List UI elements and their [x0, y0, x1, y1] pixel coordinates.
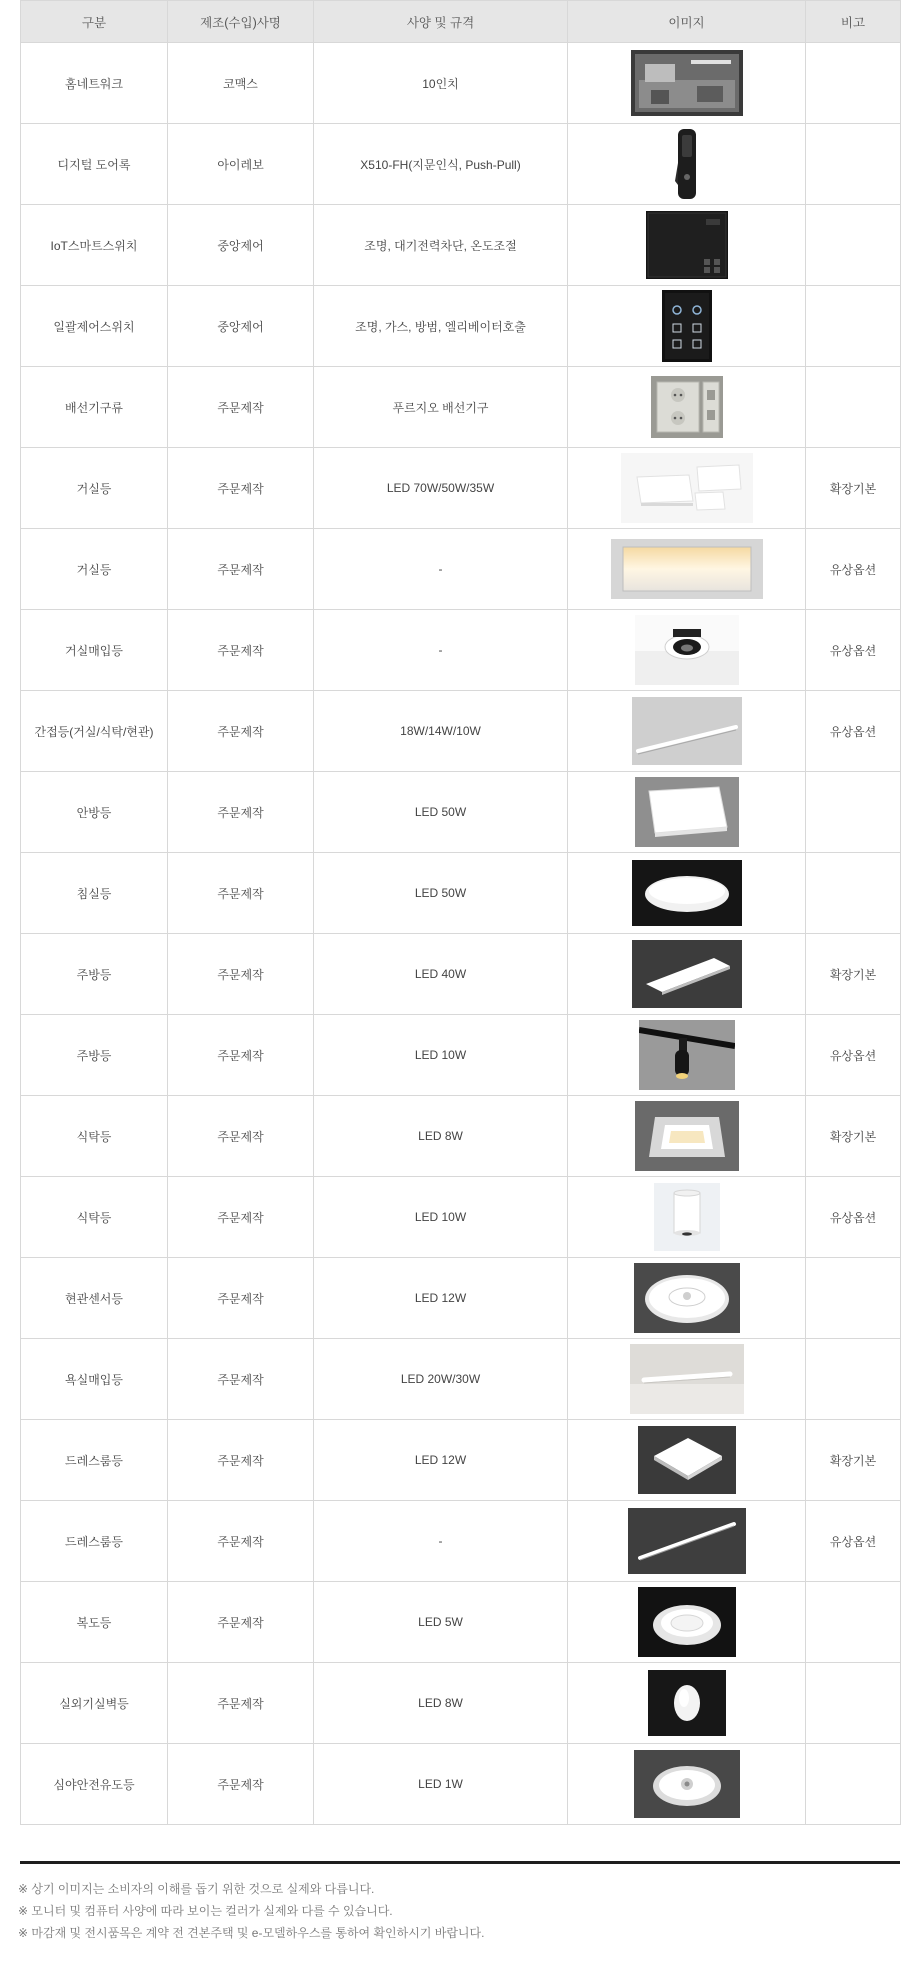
maker-cell: 주문제작 — [168, 1744, 314, 1825]
living-room-ceiling-light-image — [568, 453, 805, 523]
spec-cell: - — [314, 610, 568, 691]
image-cell — [568, 1744, 806, 1825]
spec-cell: LED 5W — [314, 1582, 568, 1663]
category-cell: IoT스마트스위치 — [21, 205, 168, 286]
note-cell: 확장기본 — [806, 448, 901, 529]
table-row — [21, 691, 901, 772]
maker-cell: 주문제작 — [168, 1501, 314, 1582]
master-control-switch-image — [568, 290, 805, 362]
spec-cell: 10인치 — [314, 43, 568, 124]
image-cell — [568, 934, 806, 1015]
square-ceiling-light-image — [568, 777, 805, 847]
maker-cell: 주문제작 — [168, 1258, 314, 1339]
table-row — [21, 1420, 901, 1501]
image-cell — [568, 1258, 806, 1339]
note-line: ※ 모니터 및 컴퓨터 사양에 따라 보이는 컬러가 실제와 다를 수 있습니다. — [18, 1904, 393, 1918]
living-room-panel-light-image — [568, 539, 805, 599]
spec-cell: LED 12W — [314, 1258, 568, 1339]
category-cell: 거실등 — [21, 448, 168, 529]
category-cell: 드레스룸등 — [21, 1501, 168, 1582]
maker-cell: 코맥스 — [168, 43, 314, 124]
image-cell — [568, 691, 806, 772]
table-row — [21, 934, 901, 1015]
spec-cell: LED 1W — [314, 1744, 568, 1825]
category-cell: 식탁등 — [21, 1177, 168, 1258]
table-row — [21, 1339, 901, 1420]
category-cell: 거실매입등 — [21, 610, 168, 691]
spec-cell: LED 50W — [314, 772, 568, 853]
note-line: ※ 상기 이미지는 소비자의 이해를 돕기 위한 것으로 실제와 다릅니다. — [18, 1882, 375, 1896]
table-row — [21, 853, 901, 934]
notes-divider — [20, 1861, 900, 1864]
digital-door-lock-image — [568, 129, 805, 199]
note-cell — [806, 853, 901, 934]
category-cell: 욕실매입등 — [21, 1339, 168, 1420]
spec-cell: 18W/14W/10W — [314, 691, 568, 772]
spec-cell: LED 20W/30W — [314, 1339, 568, 1420]
note-cell: 유상옵션 — [806, 1177, 901, 1258]
spec-table-wrapper — [20, 0, 900, 1825]
image-cell — [568, 448, 806, 529]
header-note: 비고 — [806, 1, 901, 43]
night-guide-light-image — [568, 1750, 805, 1818]
note-cell — [806, 1582, 901, 1663]
header-spec: 사양 및 규격 — [314, 1, 568, 43]
round-ceiling-light-image — [568, 860, 805, 926]
image-cell — [568, 205, 806, 286]
spec-cell: - — [314, 529, 568, 610]
recessed-downlight-image — [568, 615, 805, 685]
spec-cell: 푸르지오 배선기구 — [314, 367, 568, 448]
category-cell: 복도등 — [21, 1582, 168, 1663]
maker-cell: 주문제작 — [168, 1177, 314, 1258]
image-cell — [568, 1420, 806, 1501]
header-category: 구분 — [21, 1, 168, 43]
maker-cell: 주문제작 — [168, 934, 314, 1015]
image-cell — [568, 529, 806, 610]
image-cell — [568, 367, 806, 448]
category-cell: 디지털 도어록 — [21, 124, 168, 205]
category-cell: 식탁등 — [21, 1096, 168, 1177]
maker-cell: 주문제작 — [168, 1663, 314, 1744]
note-cell — [806, 772, 901, 853]
note-line: ※ 마감재 및 전시품목은 계약 전 견본주택 및 e-모델하우스를 통하여 확인하시기 바랍니다. — [18, 1926, 485, 1940]
note-cell — [806, 43, 901, 124]
maker-cell: 중앙제어 — [168, 286, 314, 367]
maker-cell: 주문제작 — [168, 610, 314, 691]
spec-cell: LED 8W — [314, 1663, 568, 1744]
category-cell: 심야안전유도등 — [21, 1744, 168, 1825]
maker-cell: 주문제작 — [168, 1582, 314, 1663]
spec-cell: LED 10W — [314, 1015, 568, 1096]
note-cell: 확장기본 — [806, 1096, 901, 1177]
header-maker: 제조(수입)사명 — [168, 1, 314, 43]
image-cell — [568, 124, 806, 205]
image-cell — [568, 1177, 806, 1258]
note-cell — [806, 205, 901, 286]
note-cell — [806, 1258, 901, 1339]
maker-cell: 주문제작 — [168, 772, 314, 853]
category-cell: 주방등 — [21, 934, 168, 1015]
dressroom-bar-light-image — [568, 1508, 805, 1574]
category-cell: 주방등 — [21, 1015, 168, 1096]
spec-cell: LED 40W — [314, 934, 568, 1015]
category-cell: 드레스룸등 — [21, 1420, 168, 1501]
table-row — [21, 448, 901, 529]
track-spot-light-image — [568, 1020, 805, 1090]
image-cell — [568, 1501, 806, 1582]
spec-cell: LED 10W — [314, 1177, 568, 1258]
table-row — [21, 772, 901, 853]
category-cell: 배선기구류 — [21, 367, 168, 448]
table-row — [21, 1501, 901, 1582]
kitchen-linear-light-image — [568, 940, 805, 1008]
iot-smart-switch-image — [568, 211, 805, 279]
category-cell: 실외기실벽등 — [21, 1663, 168, 1744]
image-cell — [568, 853, 806, 934]
sensor-ceiling-light-image — [568, 1263, 805, 1333]
table-row — [21, 610, 901, 691]
note-cell: 유상옵션 — [806, 1501, 901, 1582]
image-cell — [568, 610, 806, 691]
table-row — [21, 1744, 901, 1825]
dressroom-square-light-image — [568, 1426, 805, 1494]
table-header-row — [21, 1, 901, 43]
header-image: 이미지 — [568, 1, 806, 43]
table-row — [21, 1582, 901, 1663]
spec-cell: - — [314, 1501, 568, 1582]
note-cell — [806, 1744, 901, 1825]
table-row — [21, 529, 901, 610]
outdoor-wall-light-image — [568, 1670, 805, 1736]
spec-cell: 조명, 대기전력차단, 온도조절 — [314, 205, 568, 286]
table-row — [21, 286, 901, 367]
note-cell: 확장기본 — [806, 1420, 901, 1501]
disclaimer-notes — [18, 1878, 898, 1944]
table-row — [21, 1177, 901, 1258]
maker-cell: 주문제작 — [168, 529, 314, 610]
image-cell — [568, 772, 806, 853]
spec-table — [20, 0, 901, 1825]
note-cell: 유상옵션 — [806, 529, 901, 610]
note-cell: 확장기본 — [806, 934, 901, 1015]
image-cell — [568, 1663, 806, 1744]
maker-cell: 주문제작 — [168, 1339, 314, 1420]
category-cell: 홈네트워크 — [21, 43, 168, 124]
note-cell — [806, 286, 901, 367]
table-row — [21, 205, 901, 286]
note-cell: 유상옵션 — [806, 1015, 901, 1096]
note-cell: 유상옵션 — [806, 691, 901, 772]
note-cell — [806, 1339, 901, 1420]
table-row — [21, 43, 901, 124]
table-row — [21, 1663, 901, 1744]
table-row — [21, 367, 901, 448]
cylinder-pendant-light-image — [568, 1183, 805, 1251]
maker-cell: 주문제작 — [168, 691, 314, 772]
maker-cell: 주문제작 — [168, 1015, 314, 1096]
table-row — [21, 1258, 901, 1339]
category-cell: 거실등 — [21, 529, 168, 610]
category-cell: 안방등 — [21, 772, 168, 853]
table-row — [21, 1096, 901, 1177]
maker-cell: 중앙제어 — [168, 205, 314, 286]
spec-cell: LED 50W — [314, 853, 568, 934]
category-cell: 현관센서등 — [21, 1258, 168, 1339]
note-cell — [806, 124, 901, 205]
image-cell — [568, 1015, 806, 1096]
spec-cell: LED 70W/50W/35W — [314, 448, 568, 529]
note-cell: 유상옵션 — [806, 610, 901, 691]
maker-cell: 주문제작 — [168, 448, 314, 529]
image-cell — [568, 1096, 806, 1177]
spec-cell: X510-FH(지문인식, Push-Pull) — [314, 124, 568, 205]
square-downlight-image — [568, 1101, 805, 1171]
spec-cell: 조명, 가스, 방범, 엘리베이터호출 — [314, 286, 568, 367]
image-cell — [568, 286, 806, 367]
image-cell — [568, 43, 806, 124]
image-cell — [568, 1582, 806, 1663]
indirect-linear-light-image — [568, 697, 805, 765]
spec-cell: LED 12W — [314, 1420, 568, 1501]
note-cell — [806, 1663, 901, 1744]
maker-cell: 주문제작 — [168, 1096, 314, 1177]
category-cell: 간접등(거실/식탁/현관) — [21, 691, 168, 772]
maker-cell: 주문제작 — [168, 367, 314, 448]
note-cell — [806, 367, 901, 448]
maker-cell: 주문제작 — [168, 1420, 314, 1501]
home-network-wallpad-image — [568, 50, 805, 116]
bathroom-recessed-light-image — [568, 1344, 805, 1414]
image-cell — [568, 1339, 806, 1420]
category-cell: 일괄제어스위치 — [21, 286, 168, 367]
wall-outlet-image — [568, 376, 805, 438]
maker-cell: 주문제작 — [168, 853, 314, 934]
corridor-round-light-image — [568, 1587, 805, 1657]
maker-cell: 아이레보 — [168, 124, 314, 205]
category-cell: 침실등 — [21, 853, 168, 934]
spec-cell: LED 8W — [314, 1096, 568, 1177]
table-row — [21, 1015, 901, 1096]
table-row — [21, 124, 901, 205]
